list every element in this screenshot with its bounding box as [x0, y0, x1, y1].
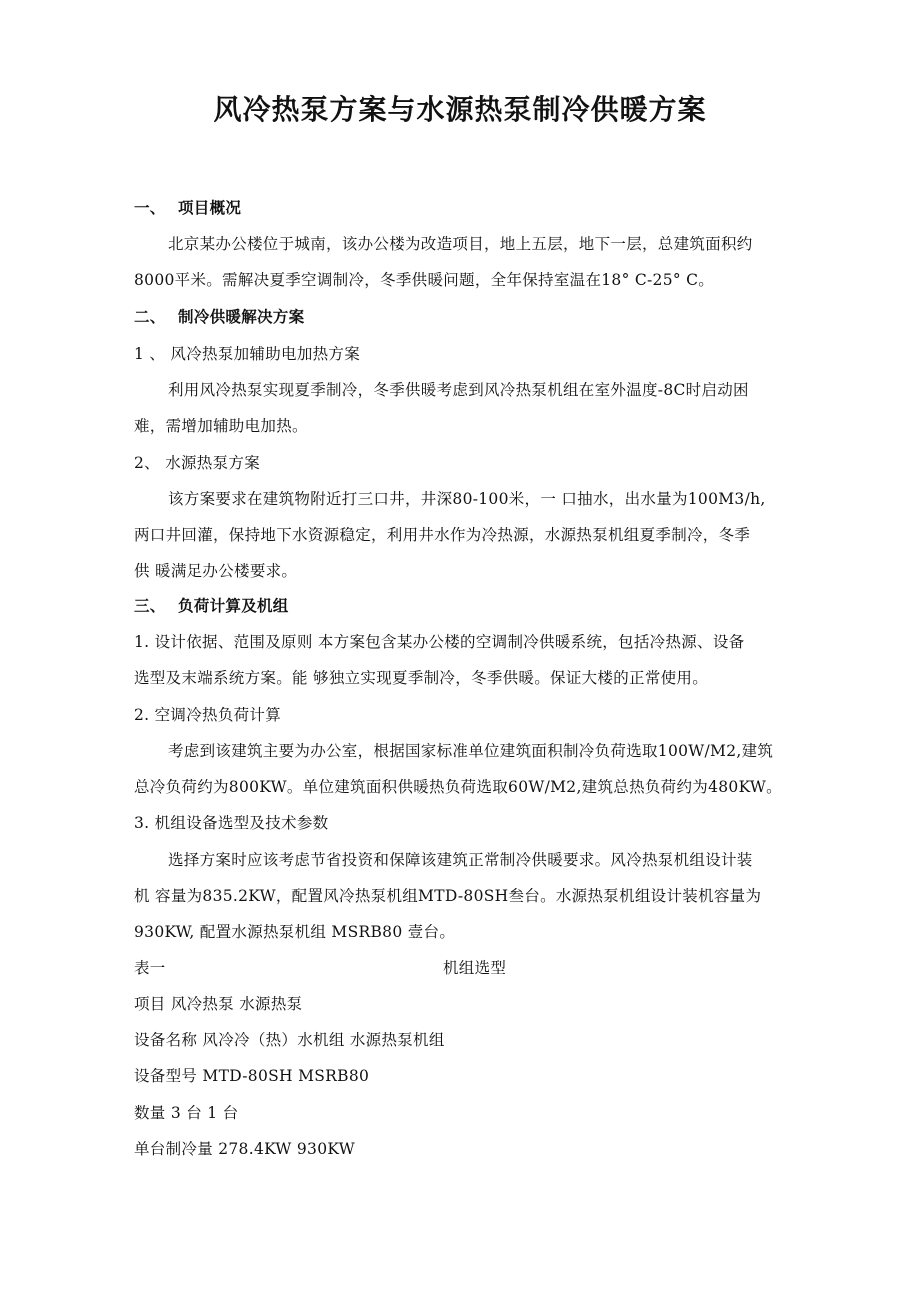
paragraph-line: 难，需增加辅助电加热。: [134, 417, 308, 435]
table-caption: 机组选型: [443, 959, 507, 977]
paragraph-line: 考虑到该建筑主要为办公室，根据国家标准单位建筑面积制冷负荷选取100W/M2,建筑: [168, 742, 774, 760]
section-title: 制冷供暖解决方案: [178, 308, 305, 326]
paragraph-line: 机 容量为835.2KW，配置风冷热泵机组MTD-80SH叁台。水源热泵机组设计装机容量为: [134, 887, 762, 905]
subsection-heading: 2. 空调冷热负荷计算: [134, 706, 282, 724]
section-heading-2: [134, 307, 304, 327]
paragraph-line: 选择方案时应该考虑节省投资和保障该建筑正常制冷供暖要求。风冷热泵机组设计装: [168, 851, 753, 869]
paragraph-line: 总冷负荷约为800KW。单位建筑面积供暖热负荷选取60W/M2,建筑总热负荷约为480KW。: [134, 778, 782, 796]
table-row: 设备型号 MTD-80SH MSRB80: [134, 1067, 370, 1085]
subsection-heading: 1 、 风冷热泵加辅助电加热方案: [134, 345, 361, 363]
paragraph-line: 1. 设计依据、范围及原则 本方案包含某办公楼的空调制冷供暖系统，包括冷热源、设备: [134, 633, 745, 651]
paragraph-line: 两口井回灌，保持地下水资源稳定，利用井水作为冷热源，水源热泵机组夏季制冷，冬季: [134, 526, 751, 544]
table-label: 表一: [134, 959, 166, 977]
paragraph-line: 供 暖满足办公楼要求。: [134, 562, 298, 580]
section-number: 一、: [134, 199, 166, 217]
section-title: 项目概况: [178, 199, 242, 217]
section-heading-1: [134, 198, 241, 218]
paragraph-line: 930KW, 配置水源热泵机组 MSRB80 壹台。: [134, 923, 456, 941]
paragraph-line: 北京某办公楼位于城南，该办公楼为改造项目，地上五层，地下一层，总建筑面积约: [168, 235, 753, 253]
paragraph-line: 利用风冷热泵实现夏季制冷，冬季供暖考虑到风冷热泵机组在室外温度-8C时启动困: [168, 381, 749, 399]
subsection-heading: 2、 水源热泵方案: [134, 454, 260, 472]
paragraph-line: 8000平米。需解决夏季空调制冷，冬季供暖问题，全年保持室温在18° C-25° C。: [134, 271, 715, 289]
section-number: 三、: [134, 597, 166, 615]
paragraph-line: 选型及末端系统方案。能 够独立实现夏季制冷，冬季供暖。保证大楼的正常使用。: [134, 669, 709, 687]
table-row: 数量 3 台 1 台: [134, 1104, 239, 1122]
table-row: 设备名称 风冷冷（热）水机组 水源热泵机组: [134, 1031, 445, 1049]
document-title: 风冷热泵方案与水源热泵制冷供暖方案: [213, 93, 707, 126]
section-title: 负荷计算及机组: [178, 597, 289, 615]
subsection-heading: 3. 机组设备选型及技术参数: [134, 814, 329, 832]
section-heading-3: [134, 596, 289, 616]
paragraph-line: 该方案要求在建筑物附近打三口井，井深80-100米，一 口抽水，出水量为100M3/h,: [168, 490, 766, 508]
table-row: 项目 风冷热泵 水源热泵: [134, 995, 303, 1013]
section-number: 二、: [134, 308, 166, 326]
table-row: 单台制冷量 278.4KW 930KW: [134, 1140, 355, 1158]
